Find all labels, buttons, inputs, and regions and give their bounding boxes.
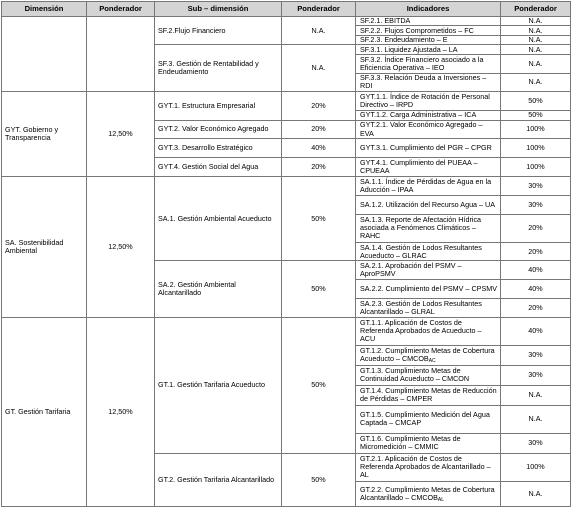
indicator-cell: SF.2.2. Flujos Comprometidos – FC [356, 26, 501, 35]
indicator-weight: 100% [501, 453, 571, 481]
indicator-cell: SF.3.1. Liquidez Ajustada – LA [356, 45, 501, 54]
subdimension-cell: GYT.4. Gestión Social del Agua [155, 158, 282, 177]
indicator-weight: N.A. [501, 26, 571, 35]
indicator-cell: SA.1.3. Reporte de Afectación Hídrica asociada a Fenómenos Climáticos – RAHC [356, 214, 501, 242]
indicator-cell: GT.1.1. Aplicación de Costos de Referenda Aprobados de Acueducto – ACU [356, 317, 501, 345]
indicator-text: GT.1.2. Cumplimiento Metas de Cobertura Acueducto – CMCOB [360, 346, 495, 364]
header-ponderador-indicador: Ponderador [501, 2, 571, 17]
subdimension-cell: GT.2. Gestión Tarifaria Alcantarillado [155, 453, 282, 506]
header-row [2, 2, 571, 17]
indicator-cell: SA.1.2. Utilización del Recurso Agua – UA [356, 195, 501, 214]
indicator-cell [356, 346, 501, 366]
indicator-cell: GYT.2.1. Valor Económico Agregado – EVA [356, 120, 501, 139]
subdimension-cell: SF.2.Flujo Financiero [155, 17, 282, 45]
indicator-weight: 20% [501, 242, 571, 261]
indicator-cell: SA.2.3. Gestión de Lodos Resultantes Alcantarillado – GLRAL [356, 299, 501, 318]
subdimension-cell: SA.2. Gestión Ambiental Alcantarillado [155, 261, 282, 317]
indicator-weight: 20% [501, 214, 571, 242]
indicator-cell: GT.1.5. Cumplimiento Medición del Agua Captada – CMCAP [356, 405, 501, 433]
indicator-weight: 20% [501, 299, 571, 318]
indicator-cell: GT.2.1. Aplicación de Costos de Referenda Aprobados de Alcantarillado – AL [356, 453, 501, 481]
dimension-weight: 12,50% [87, 92, 155, 177]
subdimension-cell: GT.1. Gestión Tarifaria Acueducto [155, 317, 282, 453]
indicator-weight: N.A. [501, 73, 571, 92]
indicator-weight: N.A. [501, 405, 571, 433]
header-ponderador-dimension: Ponderador [87, 2, 155, 17]
dimension-weight: 12,50% [87, 317, 155, 506]
subdimension-cell: GYT.3. Desarrollo Estratégico [155, 139, 282, 158]
subdimension-weight: 20% [282, 92, 356, 120]
indicator-weight: 50% [501, 92, 571, 111]
indicator-weight: 30% [501, 346, 571, 366]
dimension-cell: SA. Sostenibilidad Ambiental [2, 176, 87, 317]
table-row [2, 92, 571, 111]
subdimension-weight: 50% [282, 176, 356, 261]
indicator-text: GT.2.2. Cumplimiento Metas de Cobertura Alcantarillado – CMCOB [360, 484, 495, 502]
table-row [2, 317, 571, 345]
indicator-weight: 40% [501, 280, 571, 299]
subdimension-weight: 50% [282, 453, 356, 506]
indicator-cell: SF.2.1. EBITDA [356, 17, 501, 26]
indicator-subscript: AL [437, 496, 445, 503]
indicator-weight: 30% [501, 365, 571, 385]
indicator-cell: GT.1.3. Cumplimiento Metas de Continuidad Acueducto – CMCON [356, 365, 501, 385]
indicator-cell: GYT.1.1. Índice de Rotación de Personal Directivo – IRPD [356, 92, 501, 111]
subdimension-weight: N.A. [282, 17, 356, 45]
header-indicadores: Indicadores [356, 2, 501, 17]
indicator-weight: 50% [501, 111, 571, 120]
subdimension-weight: 20% [282, 158, 356, 177]
indicator-cell: GT.1.6. Cumplimiento Metas de Micromedición – CMMIC [356, 433, 501, 453]
indicator-cell: SF.3.2. Índice Financiero asociado a la Eficiencia Operativa – IEO [356, 54, 501, 73]
subdimension-cell: SF.3. Gestión de Rentabilidad y Endeudamiento [155, 45, 282, 92]
indicator-weight: 100% [501, 120, 571, 139]
indicator-weight: N.A. [501, 35, 571, 44]
header-subdimension: Sub – dimensión [155, 2, 282, 17]
indicator-weight: 100% [501, 139, 571, 158]
indicator-weight: 30% [501, 176, 571, 195]
indicator-weight: N.A. [501, 54, 571, 73]
indicator-cell: GYT.4.1. Cumplimiento del PUEAA – CPUEAA [356, 158, 501, 177]
indicator-cell: SA.1.4. Gestión de Lodos Resultantes Acueducto – GLRAC [356, 242, 501, 261]
dimension-cell-empty [2, 17, 87, 92]
indicator-weight: 30% [501, 433, 571, 453]
indicator-cell: SF.2.3. Endeudamiento – E [356, 35, 501, 44]
indicator-weight: N.A. [501, 45, 571, 54]
indicator-weight: 40% [501, 261, 571, 280]
indicator-weight: N.A. [501, 17, 571, 26]
indicator-cell: GYT.3.1. Cumplimiento del PGR – CPGR [356, 139, 501, 158]
indicator-weight: 40% [501, 317, 571, 345]
indicator-weight: N.A. [501, 481, 571, 506]
header-dimension: Dimensión [2, 2, 87, 17]
header-ponderador-subdimension: Ponderador [282, 2, 356, 17]
subdimension-weight: 50% [282, 261, 356, 317]
indicator-cell: GYT.1.2. Carga Administrativa – ICA [356, 111, 501, 120]
subdimension-cell: SA.1. Gestión Ambiental Acueducto [155, 176, 282, 261]
subdimension-cell: GYT.1. Estructura Empresarial [155, 92, 282, 120]
table-row [2, 176, 571, 195]
indicator-weight: 30% [501, 195, 571, 214]
indicator-subscript: AC [428, 358, 436, 365]
indicator-cell: GT.1.4. Cumplimiento Metas de Reducción de Pérdidas – CMPER [356, 385, 501, 405]
indicator-weight: N.A. [501, 385, 571, 405]
indicator-cell [356, 481, 501, 506]
dimension-cell: GT. Gestión Tarifaria [2, 317, 87, 506]
subdimension-cell: GYT.2. Valor Económico Agregado [155, 120, 282, 139]
indicator-cell: SA.2.2. Cumplimiento del PSMV – CPSMV [356, 280, 501, 299]
dimension-weight: 12,50% [87, 176, 155, 317]
indicator-weight: 100% [501, 158, 571, 177]
dimension-cell: GYT. Gobierno y Transparencia [2, 92, 87, 177]
indicator-table [1, 1, 571, 507]
indicator-cell: SA.1.1. Índice de Pérdidas de Agua en la Aducción – IPAA [356, 176, 501, 195]
subdimension-weight: 20% [282, 120, 356, 139]
indicator-cell: SF.3.3. Relación Deuda a Inversiones – RDI [356, 73, 501, 92]
indicator-cell: SA.2.1. Aprobación del PSMV – AproPSMV [356, 261, 501, 280]
subdimension-weight: 40% [282, 139, 356, 158]
table-row [2, 17, 571, 26]
subdimension-weight: N.A. [282, 45, 356, 92]
dimension-weight-empty [87, 17, 155, 92]
subdimension-weight: 50% [282, 317, 356, 453]
